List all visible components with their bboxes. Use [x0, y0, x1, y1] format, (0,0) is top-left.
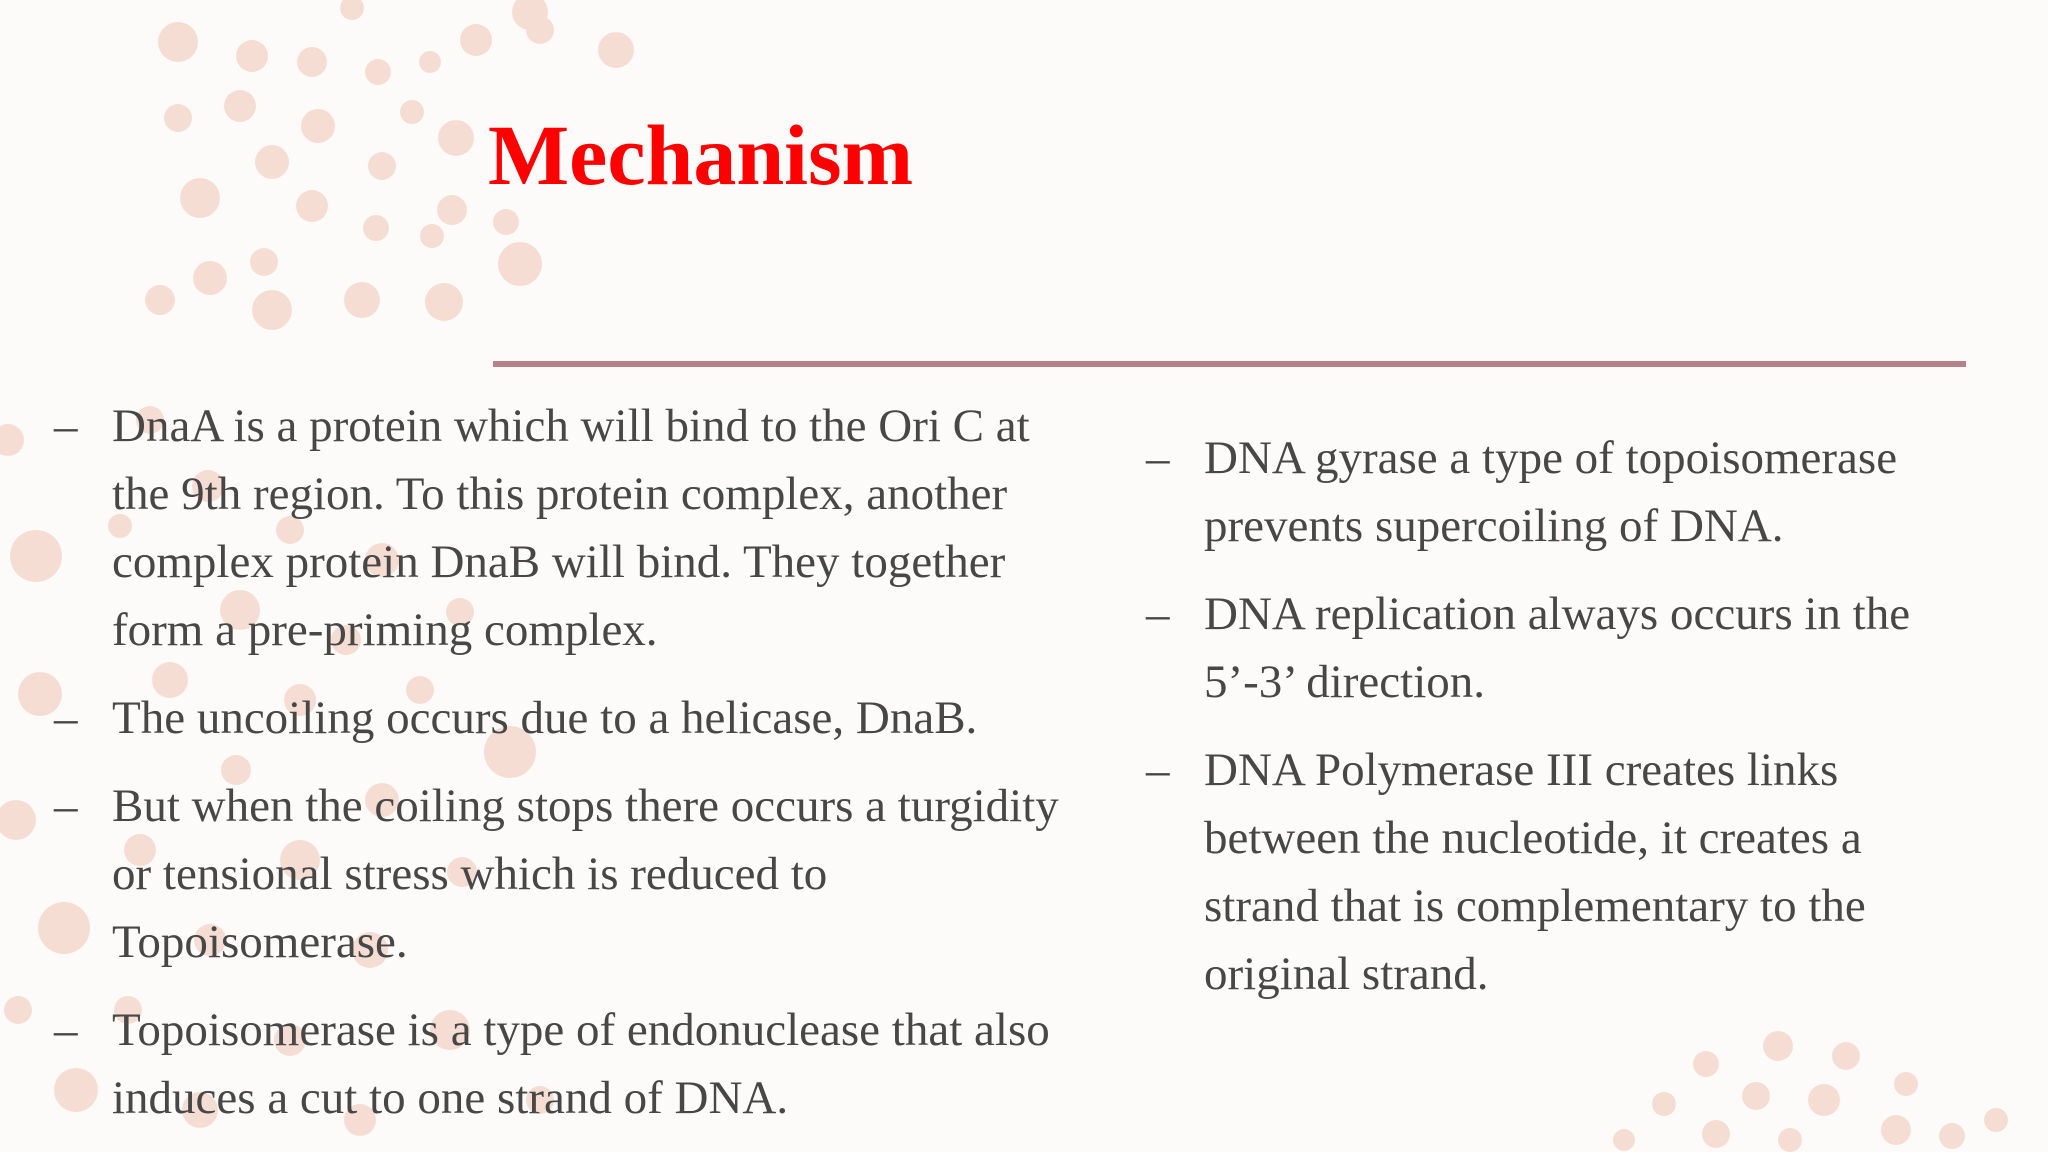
- bullet-text: DnaA is a protein which will bind to the Ori C at the 9th region. To this protein complex, another complex protein DnaB will bind. They together form a pre-priming complex.: [112, 400, 1030, 656]
- bullet-dash: –: [54, 400, 78, 452]
- bullet-dash: –: [54, 692, 78, 744]
- bullet-item: [1146, 580, 1986, 716]
- bullet-text: DNA replication always occurs in the 5’-3’ direction.: [1204, 588, 1911, 708]
- bullet-item: [54, 684, 1094, 752]
- title-divider: [493, 361, 1966, 367]
- bullet-dash: –: [1146, 744, 1170, 796]
- bullet-text: The uncoiling occurs due to a helicase, DnaB.: [112, 692, 978, 744]
- bullet-text: DNA gyrase a type of topoisomerase prevents supercoiling of DNA.: [1204, 432, 1898, 552]
- bullet-text: Topoisomerase is a type of endonuclease that also induces a cut to one strand of DNA.: [112, 1004, 1050, 1124]
- bullet-item: [54, 996, 1094, 1132]
- bullet-item: [1146, 736, 1986, 1008]
- bullet-item: [54, 772, 1094, 976]
- slide-title: Mechanism: [488, 107, 914, 203]
- left-bullet-list: [54, 392, 1094, 1152]
- right-bullet-list: [1146, 424, 1986, 1028]
- bullet-dash: –: [54, 1004, 78, 1056]
- bullet-dash: –: [1146, 432, 1170, 484]
- bullet-text: DNA Polymerase III creates links between the nucleotide, it creates a strand that is complementary to the original strand.: [1204, 744, 1866, 1000]
- bullet-dash: –: [54, 780, 78, 832]
- bullet-item: [1146, 424, 1986, 560]
- bullet-text: But when the coiling stops there occurs a turgidity or tensional stress which is reduced to Topoisomerase.: [112, 780, 1059, 968]
- bullet-item: [54, 392, 1094, 664]
- bullet-dash: –: [1146, 588, 1170, 640]
